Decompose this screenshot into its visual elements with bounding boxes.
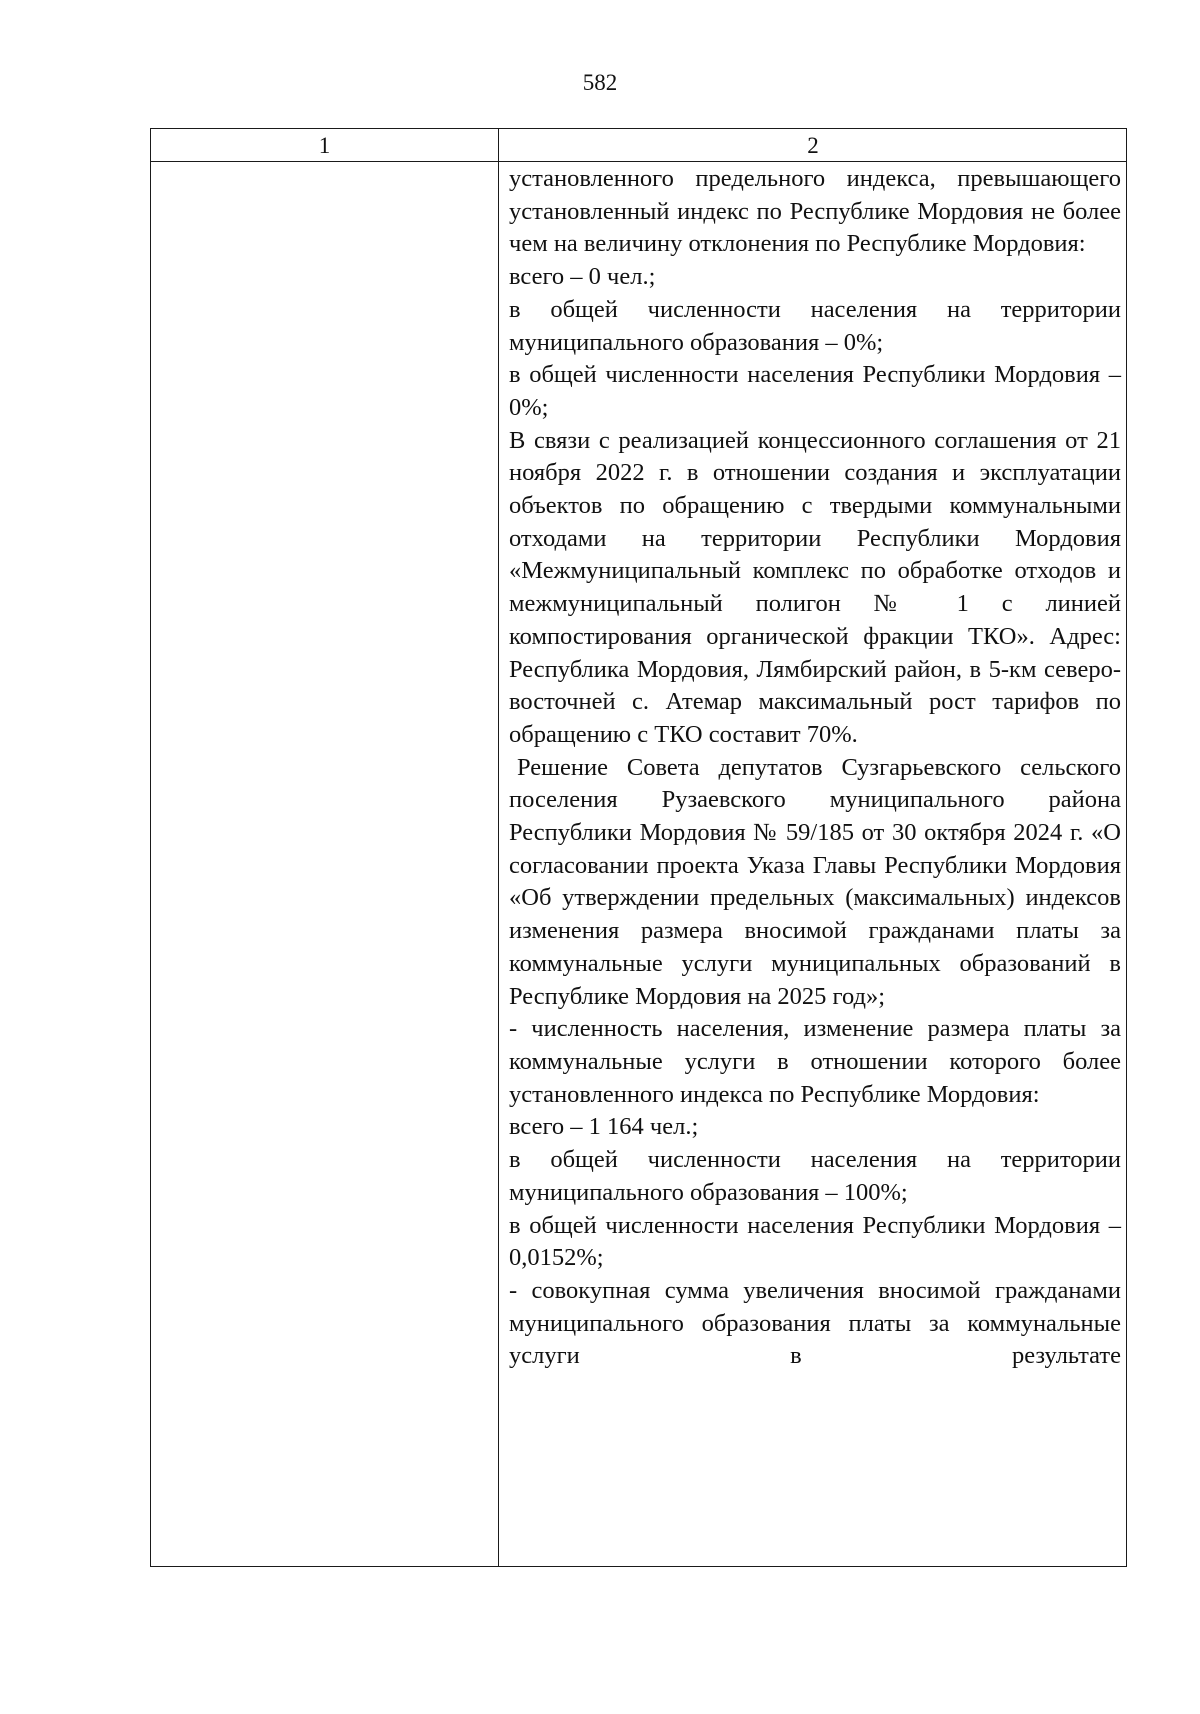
column-2-body — [509, 163, 1121, 1373]
paragraph-index-deviation: установленного предельного индекса, превышающего установленный индекс по Республике Мордовия не более чем на величину отклонения по Республике Мордовия: — [509, 165, 1121, 258]
paragraph-total-increase-sum: - совокупная сумма увеличения вносимой гражданами муниципального образования платы за коммунальные услуги в результате — [509, 1276, 1121, 1370]
paragraph-republic-share-zero: в общей численности населения Республики Мордовия – 0%; — [509, 361, 1121, 421]
paragraph-concession-agreement: В связи с реализацией концессионного соглашения от 21 ноября 2022 г. в отношении создания и эксплуатации объектов по обращению с твердыми коммунальными отходами на территории Республики Мордовия «Межмуниципальный комплекс по обработке отходов и межмуниципальный полигон № 1 с линией компостирования органической фракции ТКО». Адрес: Республика Мордовия, Лямбирский район, в 5-км северо-восточней с. Атемар максимальный рост тарифов по обращению с ТКО составит 70%. — [509, 426, 1121, 748]
paragraph-municipal-share-100: в общей численности населения на территории муниципального образования – 100%; — [509, 1146, 1121, 1206]
paragraph-republic-share-00152: в общей численности населения Республики Мордовия – 0,0152%; — [509, 1211, 1121, 1272]
column-1-header: 1 — [318, 133, 331, 158]
paragraph-population-above-index: - численность населения, изменение размера платы за коммунальные услуги в отношении которого более установленного индекса по Республике Мордовия: — [509, 1015, 1121, 1108]
document-table — [150, 128, 1127, 1567]
paragraph-council-decision: Решение Совета депутатов Сузгарьевского сельского поселения Рузаевского муниципального района Республики Мордовия № 59/185 от 30 октября 2024 г. «О согласовании проекта Указа Главы Республики Мордовия «Об утверждении предельных (максимальных) индексов изменения размера вносимой гражданами платы за коммунальные услуги муниципальных образований в Республике Мордовия на 2025 год»; — [509, 753, 1121, 1010]
column-divider — [498, 129, 499, 1566]
column-2-header: 2 — [807, 133, 819, 158]
paragraph-total-zero: всего – 0 чел.; — [509, 263, 656, 291]
paragraph-total-1164: всего – 1 164 чел.; — [509, 1113, 699, 1141]
page-number: 582 — [582, 70, 618, 95]
table-header-row — [151, 129, 1126, 162]
paragraph-municipal-share-zero: в общей численности населения на территории муниципального образования – 0%; — [509, 295, 1121, 356]
